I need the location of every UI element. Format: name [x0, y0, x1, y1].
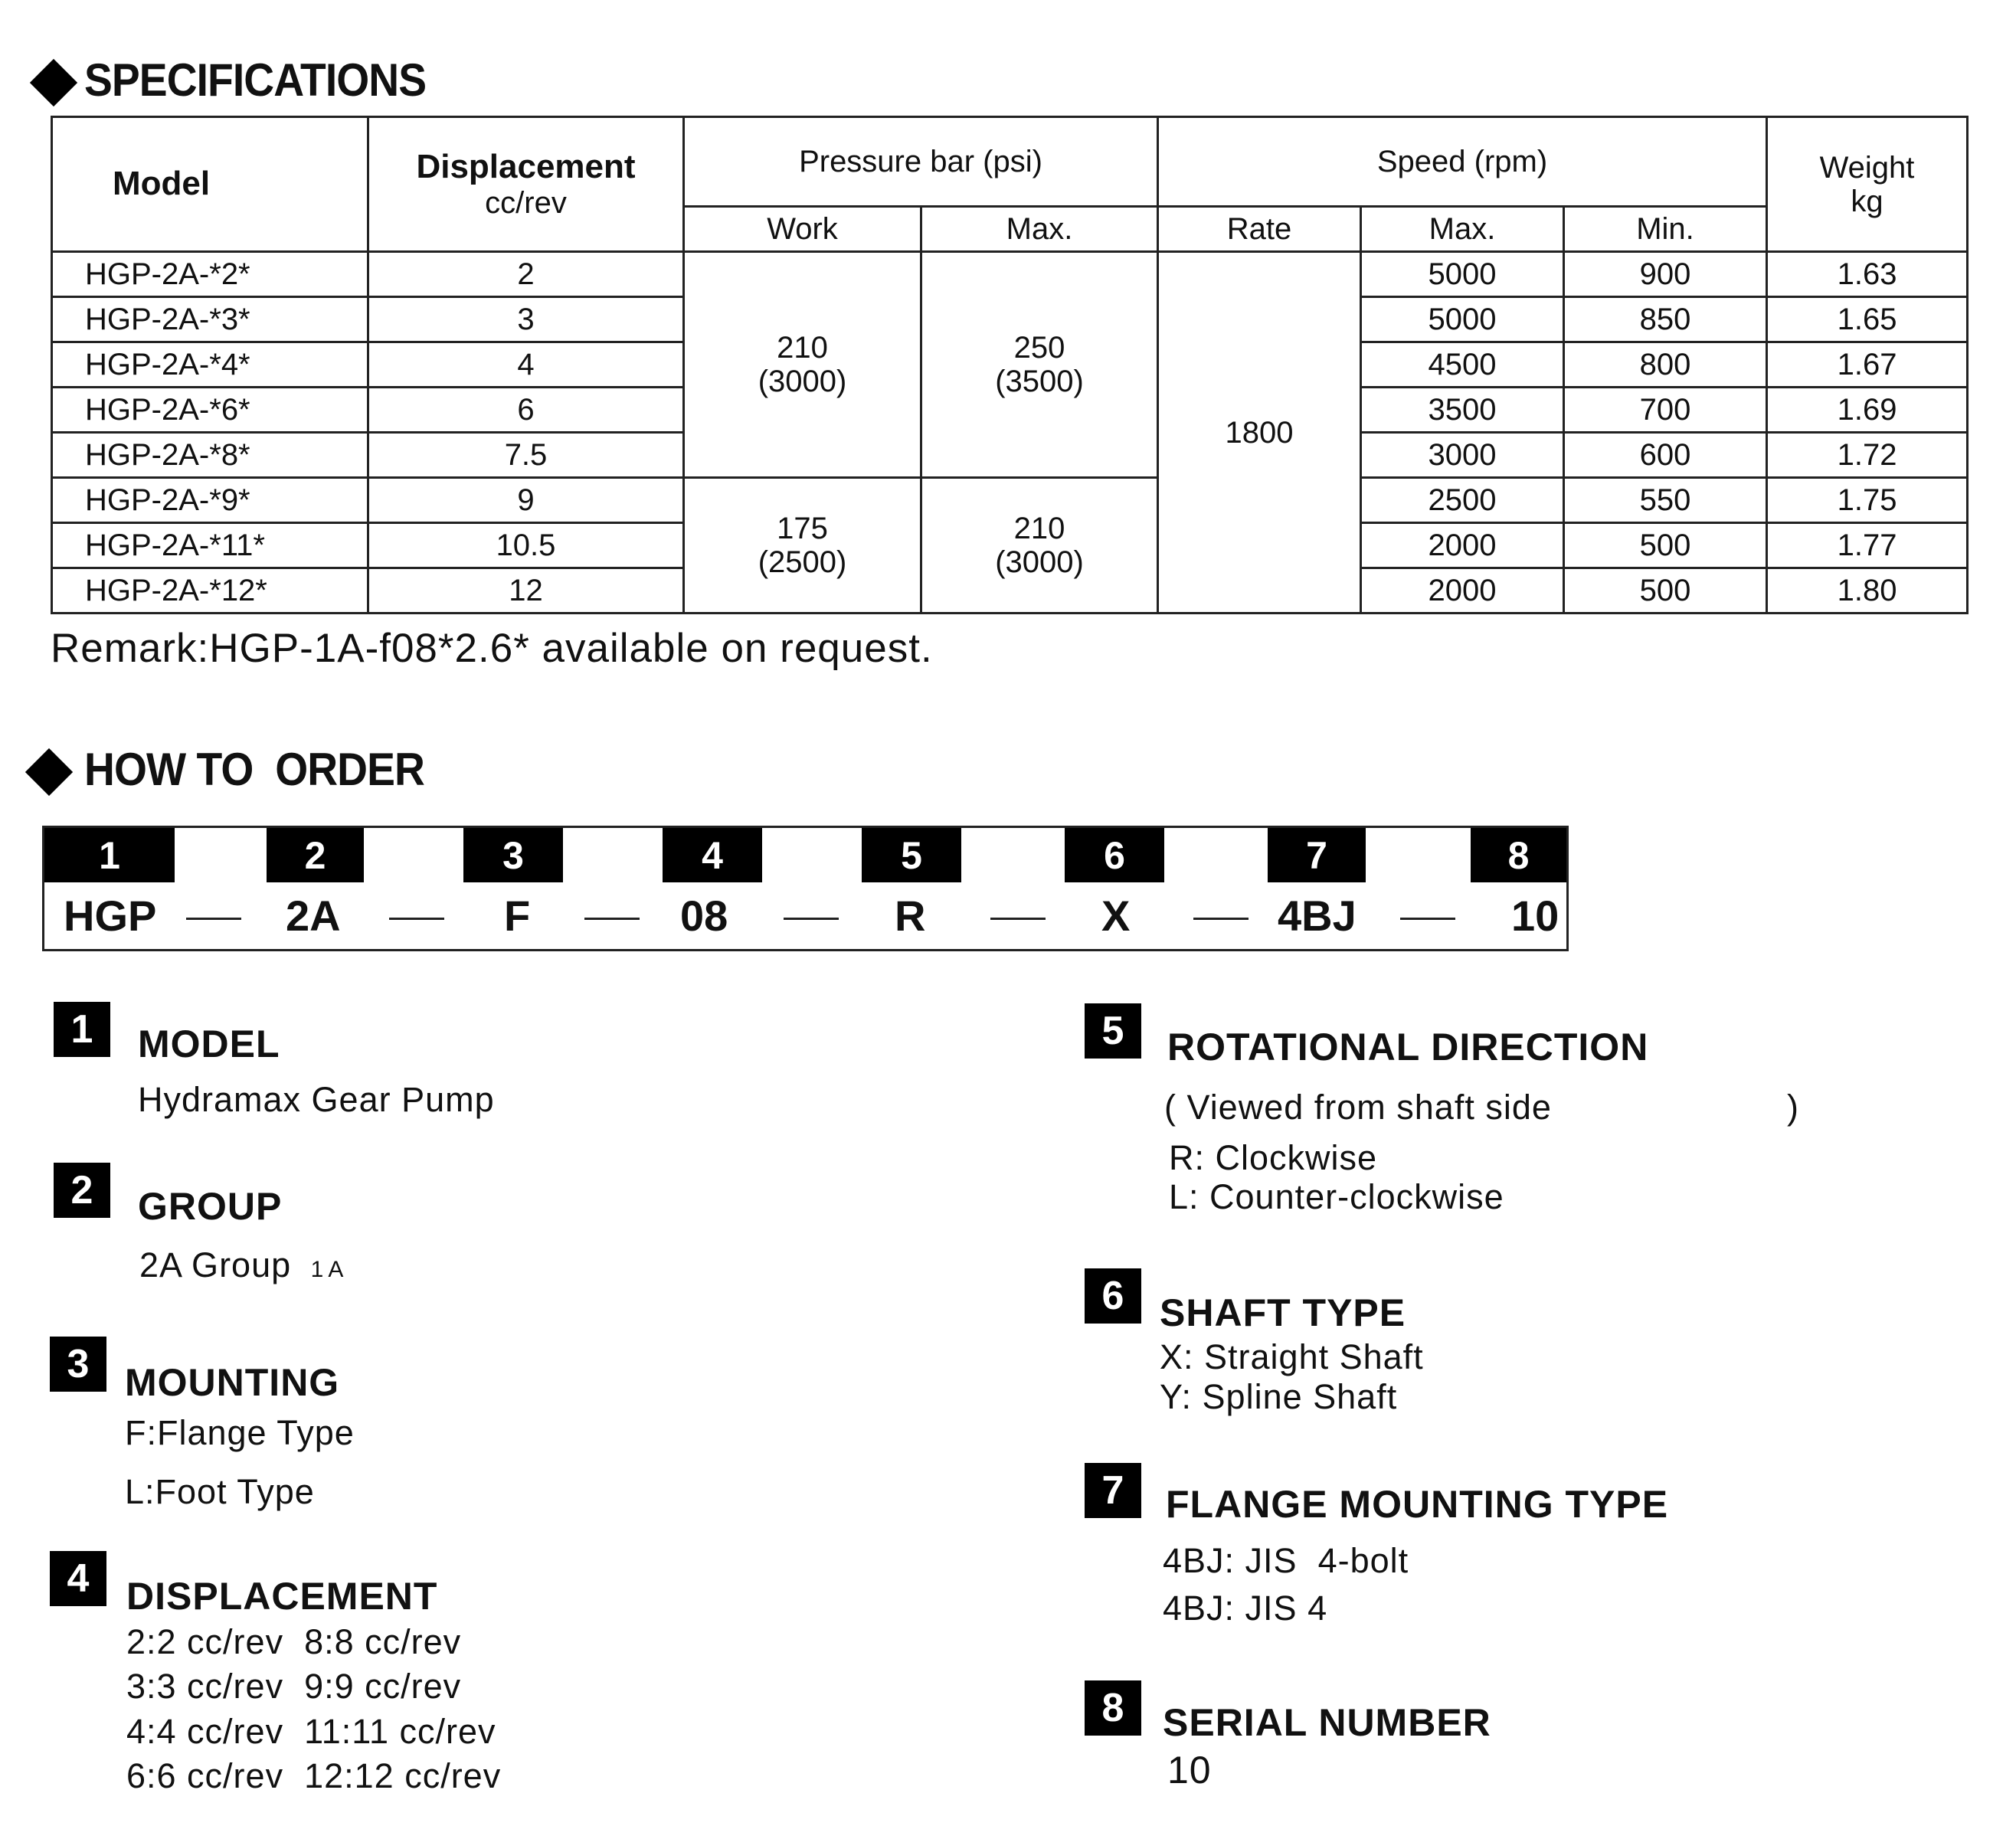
separator-dash	[1400, 918, 1455, 920]
section-title-group: GROUP	[138, 1185, 283, 1228]
remark-text: Remark:HGP-1A-f08*2.6* available on request.	[51, 626, 933, 671]
section-title-flange-mounting-type: FLANGE MOUNTING TYPE	[1166, 1483, 1669, 1526]
code-model: HGP	[64, 892, 157, 940]
separator-dash	[186, 918, 241, 920]
rotation-note-open: ( Viewed from shaft side	[1164, 1088, 1552, 1127]
header-speed-max: Max.	[1361, 207, 1564, 252]
position-8: 8	[1471, 828, 1566, 882]
diamond-bullet-icon	[25, 748, 73, 796]
position-1: 1	[44, 828, 175, 882]
section-title-model: MODEL	[138, 1023, 280, 1065]
code-shaft: X	[1101, 892, 1131, 940]
section-title-shaft-type: SHAFT TYPE	[1160, 1291, 1406, 1334]
displacement-options-row: 3:3 cc/rev 9:9 cc/rev	[126, 1667, 462, 1706]
specifications-table	[51, 116, 1969, 614]
header-weight: Weight kg	[1767, 117, 1968, 252]
code-group: 2A	[286, 892, 341, 940]
position-7: 7	[1268, 828, 1366, 882]
position-5: 5	[862, 828, 961, 882]
section-title-serial-number: SERIAL NUMBER	[1163, 1701, 1491, 1744]
position-4: 4	[663, 828, 762, 882]
displacement-options-row: 6:6 cc/rev 12:12 cc/rev	[126, 1756, 502, 1795]
order-code-strip	[42, 826, 1569, 951]
section-title-mounting: MOUNTING	[125, 1361, 340, 1404]
displacement-options-row: 4:4 cc/rev 11:11 cc/rev	[126, 1712, 496, 1751]
separator-dash	[584, 918, 640, 920]
mounting-option-flange: F:Flange Type	[125, 1413, 355, 1452]
header-rate: Rate	[1158, 207, 1361, 252]
group-alt-label: 1A	[310, 1257, 349, 1282]
section-number-4: 4	[50, 1551, 106, 1606]
header-speed: Speed (rpm)	[1158, 117, 1767, 207]
header-pressure-max: Max.	[921, 207, 1158, 252]
section-number-8: 8	[1085, 1680, 1141, 1736]
position-3: 3	[463, 828, 563, 882]
table-row: HGP-2A-*9* 9 175 (2500) 210 (3000) 2500 550 1.75	[52, 478, 1968, 523]
section-number-7: 7	[1085, 1463, 1141, 1518]
position-6: 6	[1065, 828, 1164, 882]
flange-option-4bolt: 4BJ: JIS 4-bolt	[1163, 1541, 1409, 1580]
header-work: Work	[684, 207, 921, 252]
separator-dash	[1193, 918, 1249, 920]
displacement-options-row: 2:2 cc/rev 8:8 cc/rev	[126, 1622, 462, 1661]
code-rotation: R	[895, 892, 926, 940]
code-mounting: F	[504, 892, 531, 940]
model-description: Hydramax Gear Pump	[138, 1080, 495, 1119]
table-row: HGP-2A-*4* 4 4500 800 1.67	[52, 342, 1968, 388]
specifications-title: SPECIFICATIONS	[84, 54, 427, 106]
group-description: 2A Group 1A	[139, 1245, 349, 1284]
separator-dash	[389, 918, 444, 920]
shaft-option-spline: Y: Spline Shaft	[1160, 1377, 1398, 1416]
separator-dash	[990, 918, 1046, 920]
header-speed-min: Min.	[1564, 207, 1767, 252]
section-number-2: 2	[54, 1163, 110, 1218]
how-to-order-title: HOW TO ORDER	[84, 744, 424, 795]
table-row: HGP-2A-*2* 2 210 (3000) 250 (3500) 1800 5000 900 1.63	[52, 252, 1968, 297]
table-row: HGP-2A-*6* 6 3500 700 1.69	[52, 388, 1968, 433]
shaft-option-straight: X: Straight Shaft	[1160, 1337, 1424, 1376]
code-displacement: 08	[680, 892, 728, 940]
rotation-option-clockwise: R: Clockwise	[1169, 1138, 1378, 1177]
header-model: Model	[52, 117, 368, 252]
header-displacement: Displacement cc/rev	[368, 117, 684, 252]
max-pressure-group-1: 250 (3500)	[921, 252, 1158, 478]
section-number-1: 1	[54, 1002, 110, 1057]
max-pressure-group-2: 210 (3000)	[921, 478, 1158, 614]
position-2: 2	[267, 828, 364, 882]
table-row: HGP-2A-*3* 3 5000 850 1.65	[52, 297, 1968, 342]
rotation-option-counter-clockwise: L: Counter-clockwise	[1169, 1177, 1504, 1216]
mounting-option-foot: L:Foot Type	[125, 1472, 315, 1511]
serial-number-value: 10	[1167, 1749, 1212, 1792]
section-number-3: 3	[50, 1337, 106, 1392]
work-pressure-group-2: 175 (2500)	[684, 478, 921, 614]
separator-dash	[784, 918, 839, 920]
table-row: HGP-2A-*12* 12 2000 500 1.80	[52, 568, 1968, 614]
work-pressure-group-1: 210 (3000)	[684, 252, 921, 478]
section-number-5: 5	[1085, 1003, 1141, 1059]
flange-option-jis4: 4BJ: JIS 4	[1163, 1589, 1328, 1628]
table-row: HGP-2A-*11* 10.5 2000 500 1.77	[52, 523, 1968, 568]
header-pressure: Pressure bar (psi)	[684, 117, 1158, 207]
rate-value: 1800	[1158, 252, 1361, 614]
section-number-6: 6	[1085, 1268, 1141, 1324]
section-title-displacement: DISPLACEMENT	[126, 1575, 438, 1618]
diamond-bullet-icon	[30, 59, 77, 106]
table-row: HGP-2A-*8* 7.5 3000 600 1.72	[52, 433, 1968, 478]
section-title-rotational-direction: ROTATIONAL DIRECTION	[1167, 1026, 1649, 1068]
code-flange: 4BJ	[1278, 892, 1357, 940]
rotation-note-close: )	[1787, 1088, 1799, 1127]
code-serial: 10	[1511, 892, 1559, 940]
